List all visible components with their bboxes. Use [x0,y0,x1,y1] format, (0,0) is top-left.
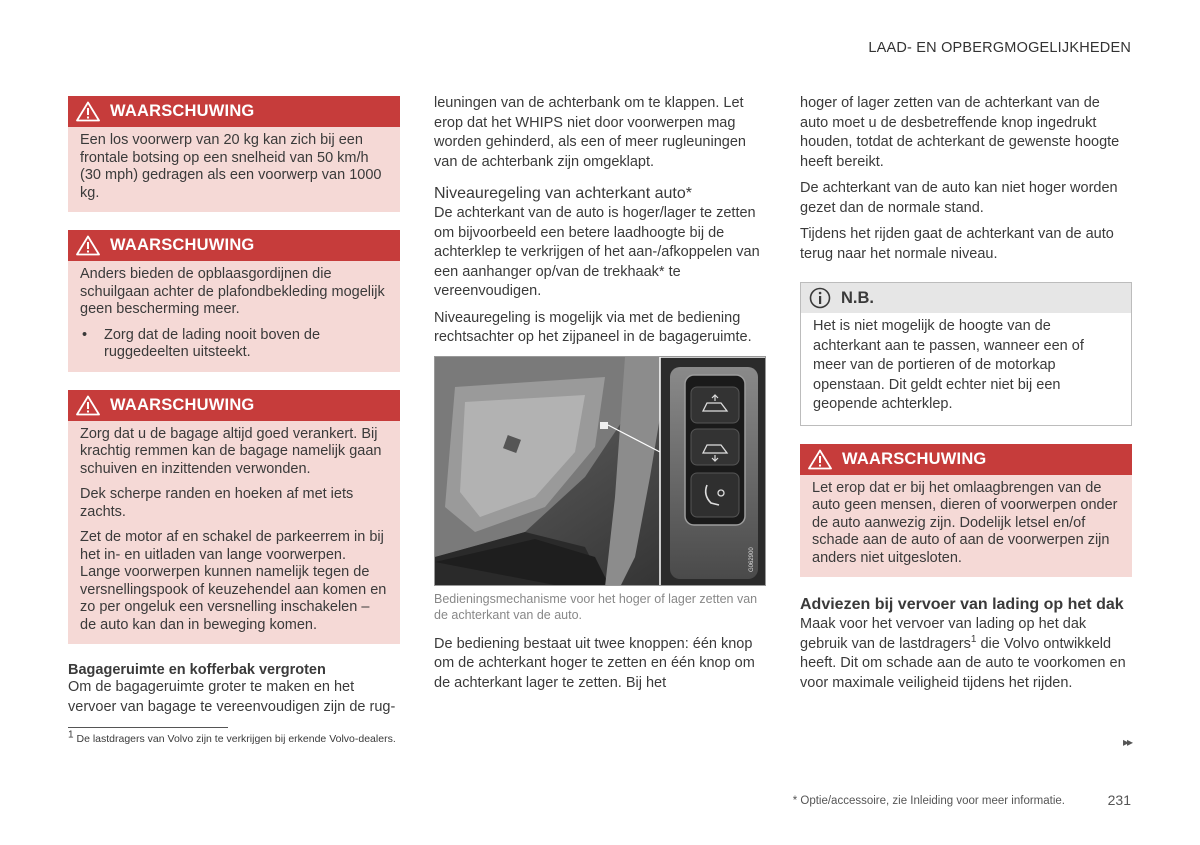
warning-triangle-icon [76,235,100,256]
body-paragraph: De achterkant van de auto kan niet hoger worden gezet dan de normale stand. [800,180,1118,216]
text-part: Maak voor het vervoer van lading op het dak gebruik van de lastdragers [800,616,1087,652]
trunk-illustration [435,357,766,586]
warning-triangle-icon [808,449,832,470]
page-number: 231 [1107,792,1131,808]
warning-header [68,230,400,261]
footnote-text: De lastdragers van Volvo zijn te verkrijgen bij erkende Volvo-dealers. [73,733,396,745]
body-paragraph: leuningen van de achterbank om te klappen. Let erop dat het WHIPS niet door voorwerpen mag worden gehinderd, als een of meer rugleuningen van de achterbank zijn omgeklapt. [434,95,746,170]
note-label: N.B. [841,288,874,307]
warning-text: Zet de motor af en schakel de parkeerrem in bij het in- en uitladen van lange voorwerpen. Lange voorwerpen kunnen namelijk tegen de versnellingspook of keuzehendel aan komen en zo per ongeluk een versnelling inschakelen – de auto kan dan in beweging komen. [80,529,387,633]
warning-label: WAARSCHUWING [842,449,987,468]
warning-bullet [80,327,388,362]
subheading: Bagageruimte en kofferbak vergroten [68,662,326,678]
warning-label: WAARSCHUWING [110,236,255,254]
info-icon [809,287,831,309]
body-paragraph: Niveauregeling is mogelijk via met de bediening rechtsachter op het zijpaneel in de bagageruimte. [434,309,752,345]
running-header: LAAD- EN OPBERGMOGELIJKHEDEN [868,40,1131,56]
warning-box-3 [68,390,400,645]
warning-header [68,390,400,421]
note-header [801,283,1131,313]
warning-box-2 [68,230,400,372]
warning-text: Let erop dat er bij het omlaagbrengen van de auto geen mensen, dieren of voorwerpen onder de auto aanwezig zijn. Dodelijk letsel en/of schade aan de auto of aan de voorwerpen zijn anders niet uitgesloten. [812,479,1118,566]
warning-text: Anders bieden de opblaasgordijnen die schuilgaan achter de plafondbekleding mogelijk geen bescherming meer. [80,266,385,317]
warning-label: WAARSCHUWING [110,395,255,414]
note-box [800,282,1132,426]
section-heading: Niveauregeling van achterkant auto* [434,185,692,202]
warning-box-4 [800,444,1132,578]
body-paragraph [800,615,1132,693]
footnote-ref: 1 [970,633,977,645]
column-right [800,94,1132,700]
warning-header [800,444,1132,475]
warning-triangle-icon [76,101,100,122]
trunk-control-photo [434,356,766,586]
footnote-divider [68,727,228,728]
body-paragraph: Tijdens het rijden gaat de achterkant van de auto terug naar het normale niveau. [800,226,1114,262]
body-paragraph: hoger of lager zetten van de achterkant van de auto moet u de desbetreffende knop ingedrukt houden, totdat de achterkant de gewenste hoogte heeft bereikt. [800,95,1120,170]
column-middle [434,94,766,700]
figure-code: G062900 [749,546,755,572]
footnote [68,729,396,745]
bullet-dot-icon: • [82,326,88,343]
text-part: die Volvo ontwikkeld heeft. Dit om schade aan de auto te voorkomen en voor maximale veiligheid tijdens het rijden. [800,635,1126,691]
note-text: Het is niet mogelijk de hoogte van de achterkant aan te passen, wanneer een of meer van de portieren of de motorkap openstaan. Dit geldt echter niet bij een geopende achterklep. [813,318,1084,412]
column-left [68,96,400,724]
body-paragraph: De bediening bestaat uit twee knoppen: één knop om de achterkant hoger te zetten en één knop om de achterkant lager te zetten. Bij het [434,635,755,691]
warning-label: WAARSCHUWING [110,102,255,120]
continue-arrows-icon: ▸▸ [1122,735,1131,749]
warning-box-1 [68,96,400,212]
bullet-text: Zorg dat de lading nooit boven de ruggedeelten uitsteekt. [104,326,321,360]
warning-text: Een los voorwerp van 20 kg kan zich bij een frontale botsing op een snelheid van 50 km/h (30 mph) gedragen als een voorwerp van 1000 kg. [80,132,382,201]
figure-caption: Bedieningsmechanisme voor het hoger of lager zetten van de achterkant van de auto. [434,591,758,622]
body-paragraph: Om de bagageruimte groter te maken en het vervoer van bagage te vereenvoudigen zijn de rug- [68,679,396,715]
warning-header [68,96,400,127]
warning-text: Dek scherpe randen en hoeken af met iets zachts. [80,486,354,520]
warning-triangle-icon [76,395,100,416]
footnote-marker: 1 [68,729,74,741]
section-heading: Adviezen bij vervoer van lading op het dak [800,596,1124,613]
body-paragraph: De achterkant van de auto is hoger/lager te zetten om bijvoorbeeld een betere laadhoogte bij de achterklep te verkrijgen of het aan-/afkoppelen van een aanhanger op/van de trekhaak* te vereenvoudigen. [434,205,760,299]
warning-text: Zorg dat u de bagage altijd goed verankert. Bij krachtig remmen kan de bagage namelijk gaan schuiven en inzittenden verwonden. [80,425,382,477]
option-note: * Optie/accessoire, zie Inleiding voor meer informatie. [792,795,1065,807]
